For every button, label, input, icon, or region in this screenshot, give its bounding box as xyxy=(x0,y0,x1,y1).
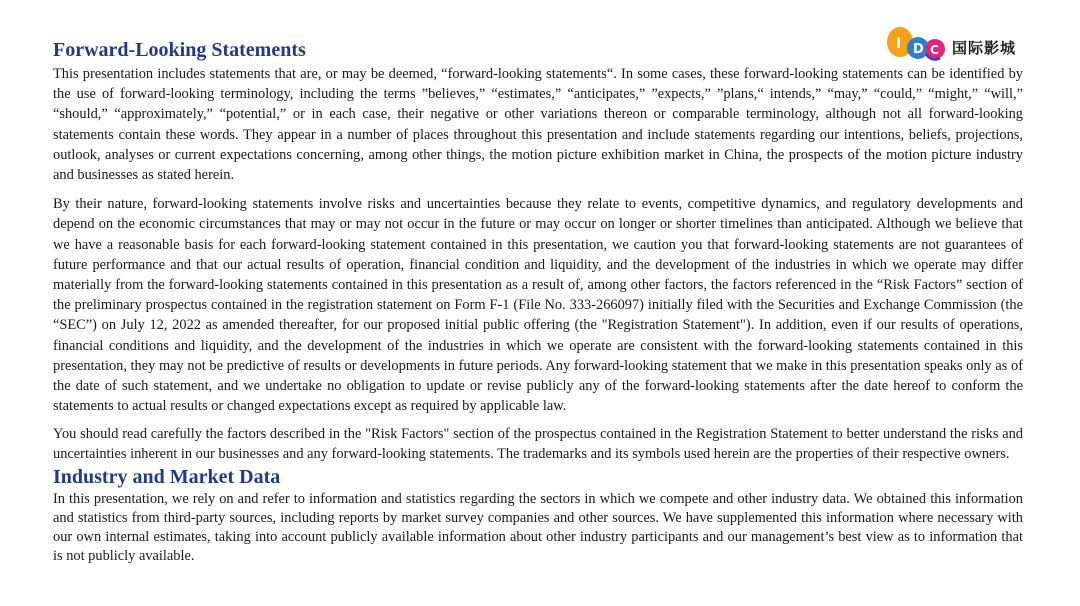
industry-market-paragraph: In this presentation, we rely on and refer to information and statistics regarding the sectors in which we compete and other industry data. We obtained this information and statistics from third-party sources, including reports by market survey companies and other sources. We have supplemented this information where necessary with our own internal estimates, taking into account publicly available information about other industry participants and our management’s best view as to information that is not publicly available. xyxy=(53,490,1023,564)
forward-looking-paragraph-3: You should read carefully the factors described in the "Risk Factors" section of the prospectus contained in the Registration Statement to better understand the risks and uncertainties inherent in our businesses and any forward-looking statements. The trademarks and its symbols used herein are the properties of their respective owners. xyxy=(53,426,1023,462)
forward-looking-paragraph-1: This presentation includes statements that are, or may be deemed, “forward-looking statements“. In some cases, these forward-looking statements can be identified by the use of forward-looking terminology, including the terms ”believes,” “estimates,” “anticipates,” ”expects,” ”plans,“ intends,” “may,” “could,” “might,” “will,” “should,” “approximately,” “potential,” or in each case, their negative or other variations thereon or comparable terminology, although not all forward-looking statements contain these words. They appear in a number of places throughout this presentation and include statements regarding our intentions, beliefs, projections, outlook, analyses or current expectations concerning, among other things, the motion picture exhibition market in China, the prospects of the motion picture industry and businesses as stated herein. xyxy=(53,66,1023,184)
forward-looking-paragraph-2: By their nature, forward-looking statements involve risks and uncertainties because they relate to events, competitive dynamics, and regulatory developments and depend on the economic circumstances that may or may not occur in the future or may occur on longer or shorter timelines than anticipated. Although we believe that we have a reasonable basis for each forward-looking statement contained in this presentation, we caution you that forward-looking statements are not guarantees of future performance and that our actual results of operation, financial condition and liquidity, and the development of the industries in which we operate may differ materially from the forward-looking statements contained in this presentation as a result of, among other factors, the factors referenced in the “Risk Factors” section of the preliminary prospectus contained in the registration statement on Form F-1 (File No. 333-266097) initially filed with the Securities and Exchange Commission (the “SEC”) on July 12, 2022 as amended thereafter, for our proposed initial public offering (the "Registration Statement"). In addition, even if our results of operations, financial conditions and liquidity, and the development of the industries in which we operate are consistent with the forward-looking statements contained in this presentation, they may not be predictive of results or developments in future periods. Any forward-looking statement that we make in this presentation speaks only as of the date of such statement, and we undertake no obligation to update or revise publicly any of the forward-looking statements after the date hereof to conform the statements to actual results or changed expectations except as required by applicable law. xyxy=(53,196,1023,415)
logo-name: 国际影城 xyxy=(952,39,1017,57)
document-page xyxy=(53,38,1023,566)
logo-letter-i: I xyxy=(896,36,902,52)
industry-market-data-heading: Industry and Market Data xyxy=(53,465,281,488)
forward-looking-statements-heading: Forward-Looking Statements xyxy=(53,39,306,61)
logo-letter-c: C xyxy=(930,43,939,57)
logo-letter-d: D xyxy=(913,42,924,57)
